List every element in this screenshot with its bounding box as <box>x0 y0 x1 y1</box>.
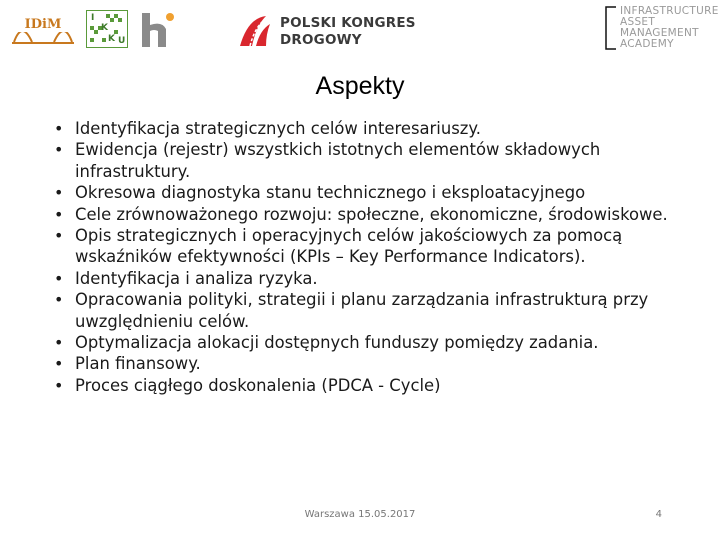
idim-logo <box>12 12 74 48</box>
pkd-line-1: POLSKI KONGRES <box>280 15 416 31</box>
footer-date-container <box>0 509 720 520</box>
bullet-text: Optymalizacja alokacji dostępnych funduszy pomiędzy zadania. <box>75 333 599 353</box>
bullet-text: Identyfikacja i analiza ryzyka. <box>75 268 318 288</box>
bullet-dot-icon: • <box>54 140 64 160</box>
pkd-line-2: DROGOWY <box>280 32 362 48</box>
bullet-item <box>54 204 694 225</box>
bullet-dot-icon: • <box>54 290 64 310</box>
iama-line-2: ASSET <box>620 16 656 28</box>
bullet-dot-icon: • <box>54 354 64 374</box>
bullet-item <box>54 182 694 203</box>
ikku-letter-1: I <box>91 13 95 23</box>
bullet-item <box>54 332 694 353</box>
bullet-list <box>54 118 694 396</box>
iama-line-4: ACADEMY <box>620 38 674 50</box>
h-logo <box>140 11 180 47</box>
slide-title: Aspekty <box>315 72 405 100</box>
iama-logo <box>604 5 719 51</box>
bullet-text: Opis strategicznych i operacyjnych celów jakościowych za pomocą wskaźników efektywności (KPIs – Key Performance Indicators). <box>75 226 623 267</box>
svg-text:IDiM: IDiM <box>24 17 62 32</box>
ikku-letter-2: K <box>101 23 108 33</box>
bullet-item <box>54 225 694 268</box>
ikku-letter-4: U <box>118 36 126 46</box>
iama-bracket-icon <box>604 5 618 51</box>
iama-text <box>620 6 719 50</box>
bullet-item <box>54 353 694 374</box>
bullet-text: Opracowania polityki, strategii i planu zarządzania infrastrukturą przy uwzględnieniu celów. <box>75 290 649 331</box>
pkd-road-icon <box>236 12 274 48</box>
page-number: 4 <box>655 509 662 520</box>
bullet-dot-icon: • <box>54 119 64 138</box>
ikku-letter-3: K <box>108 34 115 44</box>
bullet-dot-icon: • <box>54 333 64 353</box>
bullet-dot-icon: • <box>54 375 64 395</box>
bullet-dot-icon: • <box>54 226 64 246</box>
bullet-text: Proces ciągłego doskonalenia (PDCA - Cycle) <box>75 375 441 395</box>
pkd-name <box>280 15 416 49</box>
bullet-dot-icon: • <box>54 268 64 288</box>
iama-line-1: INFRASTRUCTURE <box>620 5 719 17</box>
bullet-dot-icon: • <box>54 204 64 224</box>
logo-bar <box>0 0 720 60</box>
bullet-text: Ewidencja (rejestr) wszystkich istotnych elementów składowych infrastruktury. <box>75 140 601 181</box>
bullet-text: Plan finansowy. <box>75 354 201 374</box>
bullet-dot-icon: • <box>54 183 64 203</box>
bullet-item <box>54 289 694 332</box>
pkd-logo <box>236 12 416 48</box>
bullet-item <box>54 118 694 139</box>
iama-line-3: MANAGEMENT <box>620 27 699 39</box>
bullet-item <box>54 375 694 396</box>
bullet-text: Okresowa diagnostyka stanu technicznego i eksploatacyjnego <box>75 183 586 203</box>
bullet-item <box>54 139 694 182</box>
ikku-letters <box>86 10 128 48</box>
bullet-text: Identyfikacja strategicznych celów interesariuszy. <box>75 119 481 138</box>
bullet-text: Cele zrównoważonego rozwoju: społeczne, ekonomiczne, środowiskowe. <box>75 204 668 224</box>
bullet-item <box>54 268 694 289</box>
slide-title-container <box>0 72 720 101</box>
footer-date: Warszawa 15.05.2017 <box>304 509 416 520</box>
